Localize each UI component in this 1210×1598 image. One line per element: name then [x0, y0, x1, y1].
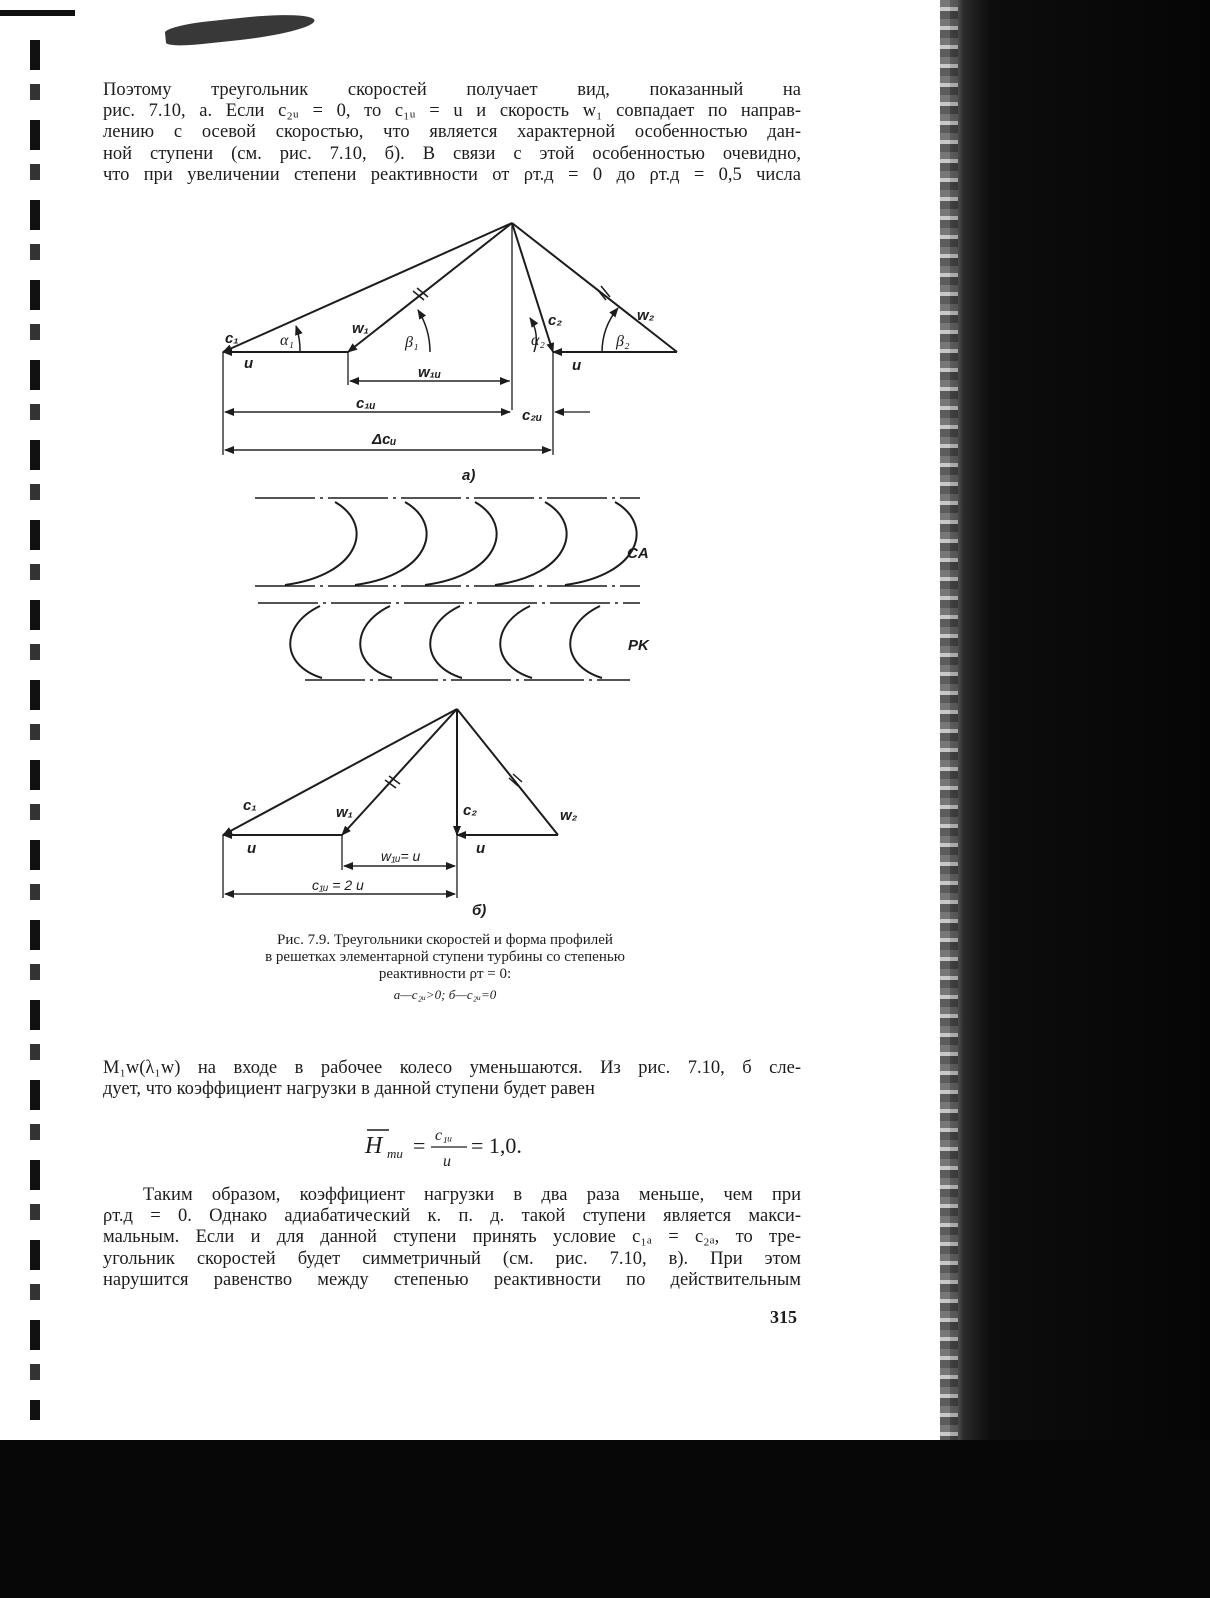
paragraph-mid: [103, 1058, 801, 1100]
label-delta-cu: Δcᵤ: [372, 431, 397, 448]
formula-lhs: H: [365, 1133, 383, 1159]
label-ca: CA: [627, 545, 649, 562]
svg-text:=: =: [413, 1133, 426, 1158]
caption-line: в решетках элементарной ступени турбины со степенью: [265, 949, 625, 965]
label-c1u: c₁ᵤ: [356, 395, 376, 412]
text-line: рис. 7.10, а. Если c₂ᵤ = 0, то c₁ᵤ = u и скорость w₁ совпадает по направ-: [103, 101, 801, 122]
caption-sub: а—c₂ᵤ>0; б—c₂ᵤ=0: [393, 987, 497, 1002]
label-c2: c₂: [548, 312, 563, 329]
text-line: мальным. Если и для данной ступени принять условие c₁ₐ = c₂ₐ, то тре-: [103, 1227, 801, 1248]
label-u-right-b: u: [476, 840, 486, 857]
label-rk: PK: [628, 637, 649, 654]
label-alpha2: α₂: [531, 332, 545, 349]
vector-w1-b: [342, 709, 457, 835]
page-number: 315: [770, 1307, 797, 1327]
caption-line: реактивности ρт = 0:: [378, 966, 512, 982]
figure-caption: [210, 932, 680, 1003]
formula-denominator: u: [443, 1153, 451, 1170]
label-u-left-b: u: [247, 840, 257, 857]
label-c1: c₁: [225, 330, 239, 347]
text-line: Таким образом, коэффициент нагрузки в два раза меньше, чем при: [143, 1185, 801, 1205]
label-w1: w₁: [352, 320, 369, 337]
label-w2-b: w₂: [560, 807, 578, 824]
formula-numerator: c₁ᵤ: [435, 1127, 453, 1144]
label-c1-b: c₁: [243, 797, 257, 814]
text-line: дует, что коэффициент нагрузки в данной ступени будет равен: [103, 1079, 595, 1100]
label-w1-b: w₁: [336, 804, 353, 821]
label-u-left: u: [244, 355, 254, 372]
text-line: M₁w(λ₁w) на входе в рабочее колесо уменьшаются. Из рис. 7.10, б сле-: [103, 1058, 801, 1078]
scan-dark-edge-bottom: [0, 1440, 1210, 1598]
scan-edge-strip: [940, 0, 958, 1445]
label-beta2: β₂: [616, 333, 630, 350]
text-line: ρт.д = 0. Однако адиабатический к. п. д. такой ступени является макси-: [103, 1206, 801, 1227]
label-c1u-b: c₁ᵤ = 2 u: [312, 877, 364, 893]
caption-line: Рис. 7.9. Треугольники скоростей и форма профилей: [277, 932, 613, 948]
label-c2-b: c₂: [463, 802, 478, 819]
formula-lhs-sub: тu: [387, 1146, 403, 1161]
figure-tag-b: б): [472, 902, 487, 919]
text-line: нарушится равенство между степенью реактивности по действительным: [103, 1269, 801, 1290]
label-c2u: c₂ᵤ: [522, 407, 543, 424]
text-line: что при увеличении степени реактивности от ρт.д = 0 до ρт.д = 0,5 числа: [103, 164, 801, 185]
text-line: угольник скоростей будет симметричный (см. рис. 7.10, в). При этом: [103, 1248, 801, 1269]
paragraph-bottom: [103, 1185, 801, 1291]
velocity-triangles-figure: [0, 0, 940, 920]
label-beta1: β₁: [405, 334, 419, 351]
label-w2: w₂: [637, 307, 655, 324]
label-w1u-b: w₁ᵤ= u: [381, 848, 421, 864]
formula-rhs: = 1,0.: [471, 1133, 522, 1158]
text-line: ной ступени (см. рис. 7.10, б). В связи с этой особенностью очевидно,: [103, 143, 801, 164]
figure-tag-a: а): [462, 467, 476, 484]
label-alpha1: α₁: [280, 332, 294, 349]
text-line: Поэтому треугольник скоростей получает вид, показанный на: [103, 80, 801, 100]
scan-dark-edge-right: [950, 0, 1210, 1445]
vector-w1: [348, 223, 512, 352]
label-u-right: u: [572, 357, 582, 374]
text-line: лению с осевой скоростью, что является характерной особенностью дан-: [103, 122, 801, 143]
formula-load-coefficient: [355, 1120, 595, 1180]
label-w1u: w₁ᵤ: [418, 364, 441, 381]
